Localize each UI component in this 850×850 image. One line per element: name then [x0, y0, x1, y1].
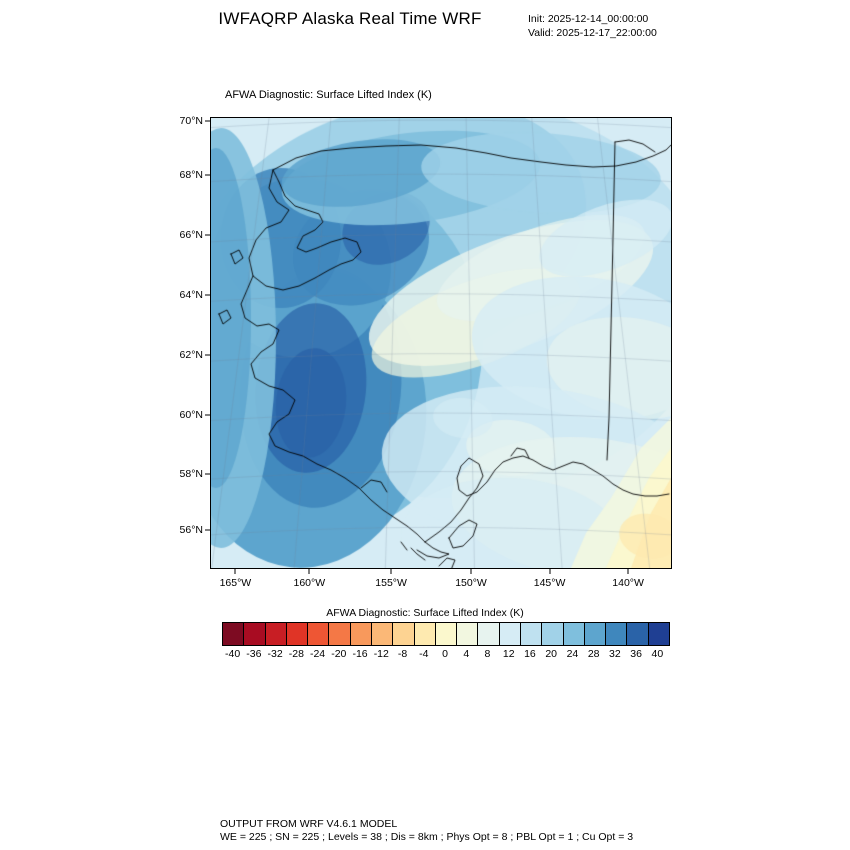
colorbar-tick: -28 [288, 648, 304, 660]
map-axes [179, 114, 672, 589]
longitude-tick-mark [471, 569, 472, 574]
longitude-tick-mark [549, 569, 550, 574]
longitude-tick-label: 145°W [533, 577, 566, 589]
colorbar-swatch [542, 623, 563, 645]
colorbar-tick: 40 [651, 648, 664, 660]
latitude-tick-mark [205, 414, 210, 415]
colorbar-tick: 16 [524, 648, 536, 660]
latitude-tick-label: 56°N [179, 523, 203, 536]
latitude-tick-label: 70°N [179, 114, 203, 127]
colorbar-tick: -40 [225, 648, 241, 660]
latitude-tick-label: 66°N [179, 229, 203, 242]
latitude-tick-mark [205, 473, 210, 474]
colorbar-tick-labels [222, 648, 670, 664]
longitude-tick-mark [628, 569, 629, 574]
colorbar-tick: -36 [246, 648, 262, 660]
longitude-tick-mark [391, 569, 392, 574]
colorbar-swatch [415, 623, 436, 645]
colorbar-swatch [500, 623, 521, 645]
colorbar-swatch [223, 623, 244, 645]
colorbar-tick: -12 [373, 648, 389, 660]
colorbar-swatch [266, 623, 287, 645]
colorbar-tick: -4 [419, 648, 429, 660]
latitude-tick-label: 62°N [179, 349, 203, 362]
colorbar-tick: 28 [587, 648, 600, 660]
longitude-tick-label: 160°W [293, 577, 326, 589]
plot-title: AFWA Diagnostic: Surface Lifted Index (K) [225, 89, 432, 101]
colorbar-tick: 32 [609, 648, 621, 660]
colorbar-swatch [244, 623, 265, 645]
colorbar-tick: -24 [309, 648, 326, 660]
longitude-tick-label: 150°W [455, 577, 487, 589]
colorbar-swatch [457, 623, 478, 645]
colorbar-tick: 24 [566, 648, 579, 660]
colorbar-swatch [585, 623, 606, 645]
colorbar-swatch [436, 623, 457, 645]
colorbar-tick: 8 [484, 648, 491, 660]
latitude-tick-label: 64°N [179, 289, 203, 302]
colorbar-swatch [329, 623, 350, 645]
latitude-tick-label: 60°N [179, 408, 203, 421]
colorbar [222, 622, 670, 646]
longitude-tick-mark [309, 569, 310, 574]
init-time-label: Init: 2025-12-14_00:00:00 [528, 13, 649, 25]
latitude-tick-mark [205, 529, 210, 530]
colorbar-swatch [308, 623, 329, 645]
colorbar-swatch [649, 623, 669, 645]
colorbar-swatch [521, 623, 542, 645]
colorbar-swatch [372, 623, 393, 645]
colorbar-tick: -20 [331, 648, 347, 660]
longitude-tick-label: 155°W [375, 577, 407, 589]
colorbar-tick: 20 [545, 648, 558, 660]
colorbar-tick: 36 [630, 648, 642, 660]
colorbar-tick: 12 [502, 648, 515, 660]
longitude-tick-mark [235, 569, 236, 574]
latitude-tick-mark [205, 235, 210, 236]
colorbar-swatch [478, 623, 499, 645]
latitude-tick-mark [205, 174, 210, 175]
colorbar-swatch [606, 623, 627, 645]
footer-model-line: OUTPUT FROM WRF V4.6.1 MODEL [220, 818, 398, 830]
latitude-tick-mark [205, 120, 210, 121]
colorbar-tick: 0 [442, 648, 448, 660]
colorbar-swatch [287, 623, 308, 645]
colorbar-swatch [393, 623, 414, 645]
colorbar-title: AFWA Diagnostic: Surface Lifted Index (K) [326, 607, 524, 619]
colorbar-swatch [351, 623, 372, 645]
colorbar-tick: 4 [463, 648, 470, 660]
latitude-tick-mark [205, 295, 210, 296]
footer-config-line: WE = 225 ; SN = 225 ; Levels = 38 ; Dis = 8km ; Phys Opt = 8 ; PBL Opt = 1 ; Cu Opt = 3 [220, 831, 634, 843]
latitude-tick-mark [205, 355, 210, 356]
latitude-tick-label: 68°N [179, 168, 203, 181]
valid-time-label: Valid: 2025-12-17_22:00:00 [528, 27, 657, 39]
latitude-tick-label: 58°N [179, 467, 203, 480]
colorbar-swatch [564, 623, 585, 645]
longitude-tick-label: 165°W [219, 577, 252, 589]
colorbar-tick: -32 [267, 648, 283, 660]
page-title: IWFAQRP Alaska Real Time WRF [218, 9, 482, 28]
longitude-tick-label: 140°W [612, 577, 644, 589]
colorbar-tick: -8 [397, 648, 408, 660]
colorbar-swatch [627, 623, 648, 645]
colorbar-tick: -16 [352, 648, 368, 660]
